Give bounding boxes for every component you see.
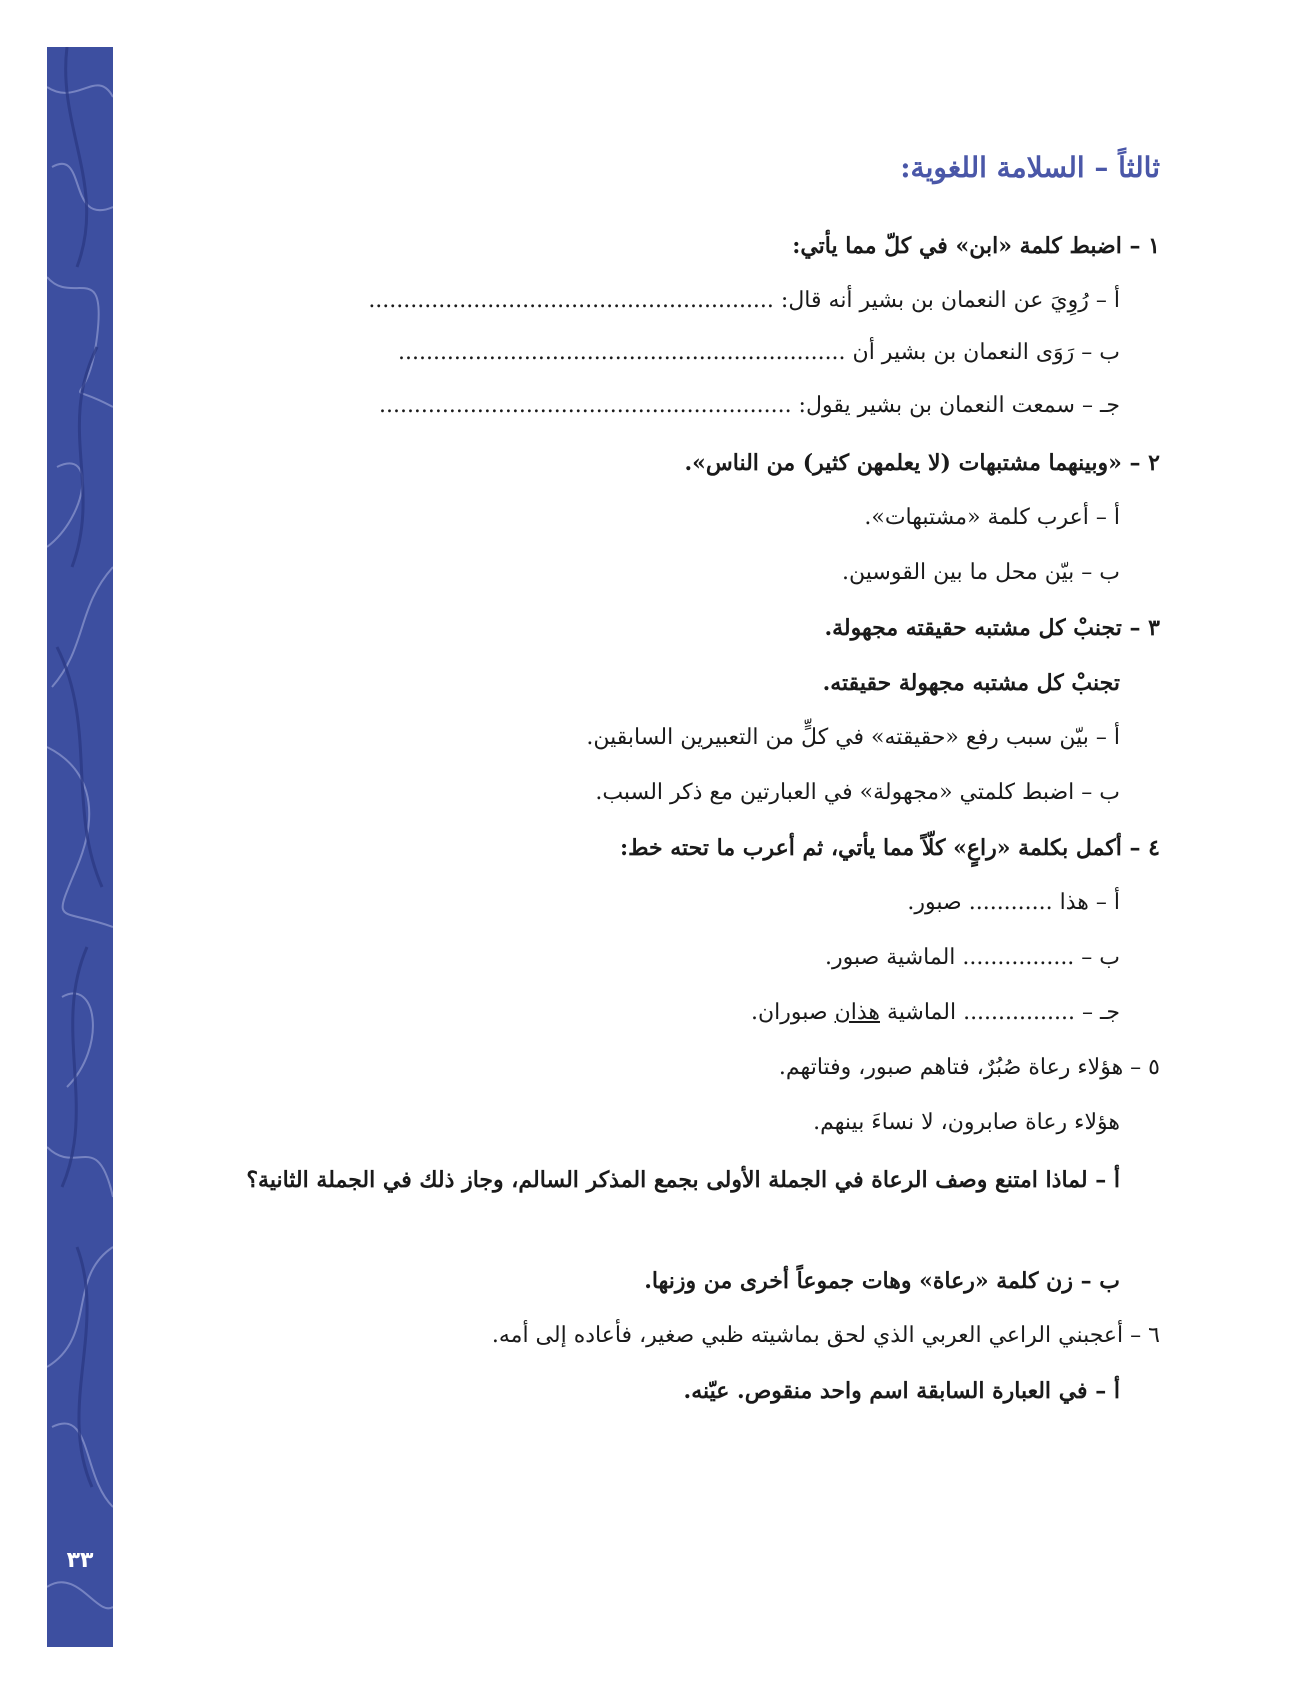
section-title: ثالثاً – السلامة اللغوية: [900,151,1160,184]
question-2-stem: ٢ – «وبينهما مشتبهات (لا يعلمهن كثير) من الناس». [684,450,1160,476]
question-5-a: أ – لماذا امتنع وصف الرعاة في الجملة الأولى بجمع المذكر السالم، وجاز ذلك في الجملة الثانية؟ [246,1167,1120,1193]
page-number: ٣٣ [66,1548,94,1573]
question-4-a: أ – هذا ............ صبور. [907,890,1120,915]
question-4-c-underlined: هذان [834,1000,880,1025]
question-1-stem: ١ – اضبط كلمة «ابن» في كلّ مما يأتي: [792,233,1160,259]
question-4-c [751,997,1120,1029]
question-5-stem: ٥ – هؤلاء رعاة صُبُرٌ، فتاهم صبور، وفتاتهم. [778,1055,1160,1080]
question-1-b: ب – رَوَى النعمان بن بشير أن ................................................................ [397,340,1120,365]
question-4-b: ب – ................ الماشية صبور. [825,945,1120,970]
question-6-a: أ – في العبارة السابقة اسم واحد منقوص. عيّنه. [683,1378,1120,1404]
question-5-b: ب – زن كلمة «رعاة» وهات جموعاً أخرى من وزنها. [644,1268,1120,1294]
question-3-b: ب – اضبط كلمتي «مجهولة» في العبارتين مع ذكر السبب. [595,780,1120,805]
question-2-b: ب – بيّن محل ما بين القوسين. [842,560,1120,585]
decorative-sidebar [47,47,113,1647]
question-4-c-after: صبوران. [750,1000,835,1025]
question-2-a: أ – أعرب كلمة «مشتبهات». [864,505,1120,530]
question-5-stem-2: هؤلاء رعاة صابرون، لا نساءَ بينهم. [813,1110,1120,1135]
question-1-a: أ – رُوِيَ عن النعمان بن بشير أنه قال: .......................................................... [368,288,1120,313]
question-6-stem: ٦ – أعجبني الراعي العربي الذي لحق بماشيته ظبي صغير، فأعاده إلى أمه. [491,1323,1160,1348]
question-3-stem-2: تجنبْ كل مشتبه مجهولة حقيقته. [822,670,1120,696]
question-3-stem: ٣ – تجنبْ كل مشتبه حقيقته مجهولة. [824,615,1160,641]
sidebar-pattern [47,47,113,1647]
question-4-c-before: جـ – ................ الماشية [879,1000,1120,1025]
question-4-stem: ٤ – أكمل بكلمة «راعٍ» كلّاً مما يأتي، ثم أعرب ما تحته خط: [619,835,1160,861]
question-3-a: أ – بيّن سبب رفع «حقيقته» في كلٍّ من التعبيرين السابقين. [586,725,1120,750]
exercise-content [150,0,1160,1693]
question-1-c: جـ – سمعت النعمان بن بشير يقول: ........................................................... [378,393,1120,418]
